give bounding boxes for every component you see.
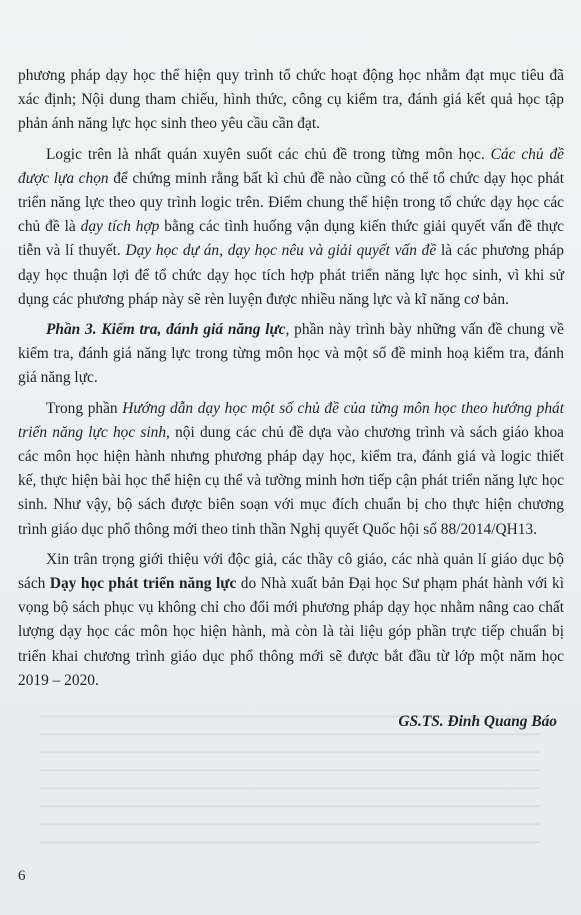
paragraph — [18, 64, 564, 137]
italic-phrase: Các chủ đề được lựa chọn — [18, 145, 564, 187]
paragraph — [18, 143, 564, 312]
paragraph — [18, 397, 564, 542]
text-run: là các phương pháp dạy học thuận lợi để tổ chức dạy học tích hợp phát triển năng lực học sinh, vì khi sử dụng các phương pháp này sẽ rèn luyện được nhiều năng lực và kĩ năng cơ bản. — [18, 242, 564, 308]
text-run: , phần này trình bày những vấn đề chung về kiểm tra, đánh giá năng lực trong từng môn học và một số đề minh hoạ kiểm tra, đánh giá năng lực. — [18, 321, 565, 387]
italic-phrase: dạy tích hợp — [80, 218, 160, 236]
text-run: để chứng minh rằng bất kì chủ đề nào cũng có thể tổ chức dạy học phát triển năng lực theo quy trình logic trên. Điểm chung thể hiện trong tổ chức dạy học các chủ đề là — [18, 169, 565, 236]
text-run: Trong phần — [46, 399, 123, 417]
text-run: Xin trân trọng giới thiệu với độc giả, các thầy cô giáo, các nhà quản lí giáo dục bộ sách — [18, 550, 564, 593]
section-heading-inline: Phần 3. Kiểm tra, đánh giá năng lực — [46, 321, 286, 339]
text-run: , nội dung các chủ đề dựa vào chương trình và sách giáo khoa các môn học hiện hành nhưng phương pháp dạy học, kiểm tra, đánh giá và logic thiết kế, thực hiện bài học thể hiện cụ thể và tường minh hơn tiếp cận phát triển năng lực học sinh. Như vậy, bộ sách được biên soạn với mục đích chuẩn bị cho thực hiện chương trình giáo dục phổ thông mới theo tinh thần Nghị quyết Quốc hội số 88/2014/QH13. — [18, 423, 564, 538]
text-run: Logic trên là nhất quán xuyên suốt các chủ đề trong từng môn học. — [46, 145, 491, 163]
text-run: phương pháp dạy học thể hiện quy trình tổ chức hoạt động học nhằm đạt mục tiêu đã xác định; Nội dung tham chiếu, hình thức, công cụ kiểm tra, đánh giá kết quả học tập phản ánh năng lực học sinh theo yêu cầu cần đạt. — [18, 67, 564, 133]
italic-phrase: Dạy học dự án, dạy học nêu và giải quyết vấn đề — [125, 242, 437, 260]
body-text — [18, 64, 564, 699]
paragraph — [18, 318, 564, 391]
book-title: Dạy học phát triển năng lực — [49, 575, 237, 593]
text-run: bằng các tình huống vận dụng kiến thức giải quyết vấn đề thực tiễn và lí thuyết. — [18, 218, 564, 260]
italic-phrase: Hướng dẫn dạy học một số chủ đề của từng môn học theo hướng phát triển năng lực học sinh — [18, 399, 565, 441]
paragraph — [18, 548, 564, 693]
page-number: 6 — [18, 868, 26, 884]
author-signature: GS.TS. Đinh Quang Báo — [398, 713, 557, 730]
text-run: do Nhà xuất bản Đại học Sư phạm phát hành với kì vọng bộ sách phục vụ không chỉ cho đổi mới phương pháp dạy học nhằm nâng cao chất lượng dạy học các môn học hiện hành, mà còn là tài liệu góp phần trực tiếp chuẩn bị triển khai chương trình giáo dục phổ thông mới sẽ được bắt đầu từ lớp một năm học 2019 – 2020. — [18, 575, 564, 689]
